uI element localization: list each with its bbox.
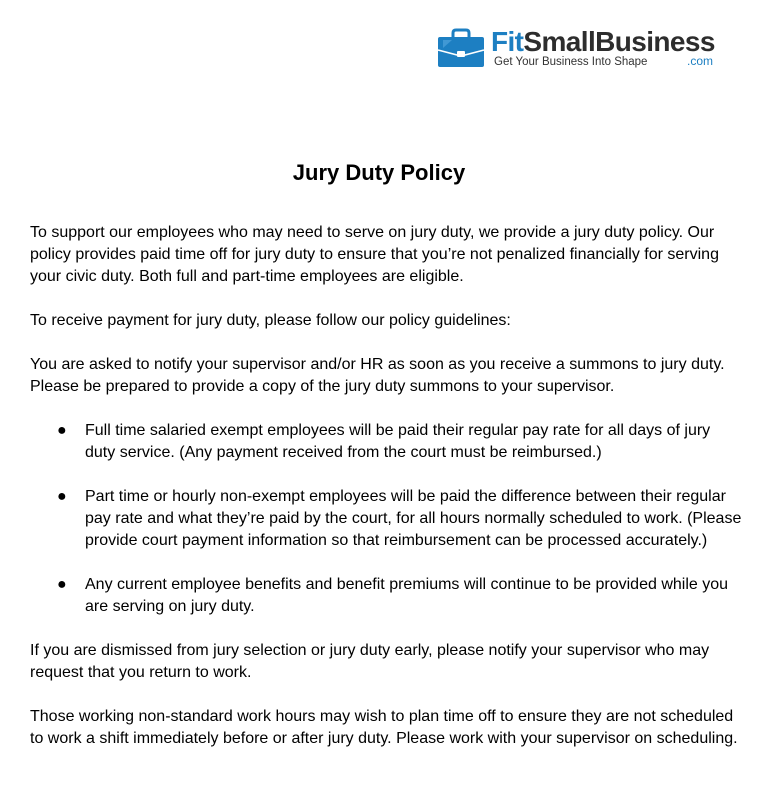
- bullet-icon: ●: [57, 576, 67, 593]
- list-item-text: Part time or hourly non-exempt employees will be paid the difference between their regular pay rate and what they’re paid by the court, for all hours normally scheduled to work. (Please provide court payment information so that reimbursement can be processed accurately.): [85, 488, 742, 549]
- list-item-text: Any current employee benefits and benefit premiums will continue to be provided while you are serving on jury duty.: [85, 576, 729, 615]
- logo-wordmark: [491, 25, 715, 59]
- bullet-icon: ●: [57, 422, 67, 439]
- list-item: [30, 486, 742, 552]
- bullet-icon: ●: [57, 488, 67, 505]
- briefcase-icon: [437, 28, 485, 68]
- notify-paragraph: You are asked to notify your supervisor and/or HR as soon as you receive a summons to jury duty. Please be prepared to provide a copy of the jury duty summons to your supervisor.: [30, 356, 725, 395]
- logo-brand-rest: SmallBusiness: [523, 26, 715, 57]
- non-standard-hours-paragraph: Those working non-standard work hours may wish to plan time off to ensure they are not scheduled to work a shift immediately before or after jury duty. Please work with your supervisor on scheduling.: [30, 708, 738, 747]
- policy-body: [30, 222, 742, 772]
- page-title: Jury Duty Policy: [292, 160, 466, 185]
- list-item: [30, 574, 742, 618]
- bullet-list: [30, 420, 742, 618]
- list-item: [30, 420, 742, 464]
- list-item-text: Full time salaried exempt employees will be paid their regular pay rate for all days of jury duty service. (Any payment received from the court must be reimbursed.): [85, 422, 711, 461]
- logo-tagline: Get Your Business Into Shape: [494, 56, 648, 68]
- logo-brand-fit: Fit: [491, 26, 524, 57]
- dismissed-paragraph: If you are dismissed from jury selection or jury duty early, please notify your supervisor who may request that you return to work.: [30, 642, 710, 681]
- intro-paragraph: To support our employees who may need to serve on jury duty, we provide a jury duty policy. Our policy provides paid time off for jury duty to ensure that you’re not penalized financially for serving your civic duty. Both full and part-time employees are eligible.: [30, 224, 719, 285]
- fitsmallbusiness-logo: [437, 27, 737, 77]
- guidelines-paragraph: To receive payment for jury duty, please follow our policy guidelines:: [30, 312, 511, 329]
- logo-tld: .com: [687, 54, 714, 68]
